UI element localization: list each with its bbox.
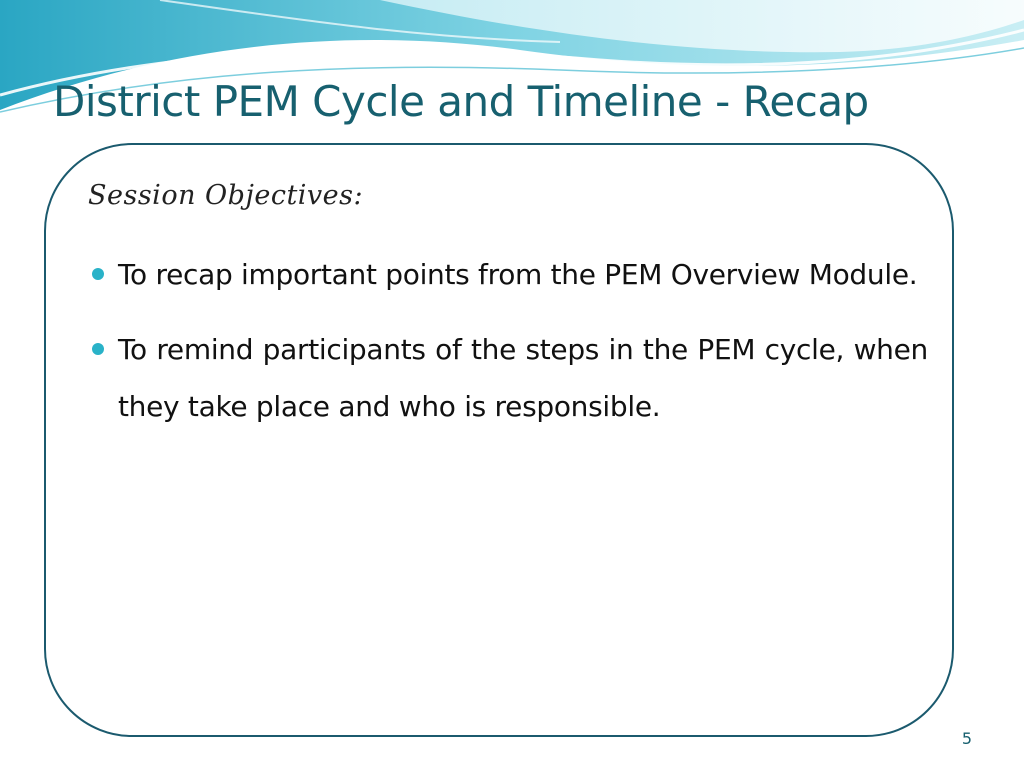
slide-number: 5 [961,729,973,748]
list-item [90,246,928,303]
bullet-text: To recap important points from the PEM Overview Module. [118,258,918,291]
section-heading: Session Objectives: [88,180,364,211]
bullet-dot-icon [92,268,104,280]
slide-title: District PEM Cycle and Timeline - Recap [53,77,869,126]
bullet-dot-icon [92,343,104,355]
bullet-text: To remind participants of the steps in the PEM cycle, when they take place and who is responsible. [118,333,928,423]
bullet-list [90,246,928,453]
list-item [90,321,928,435]
